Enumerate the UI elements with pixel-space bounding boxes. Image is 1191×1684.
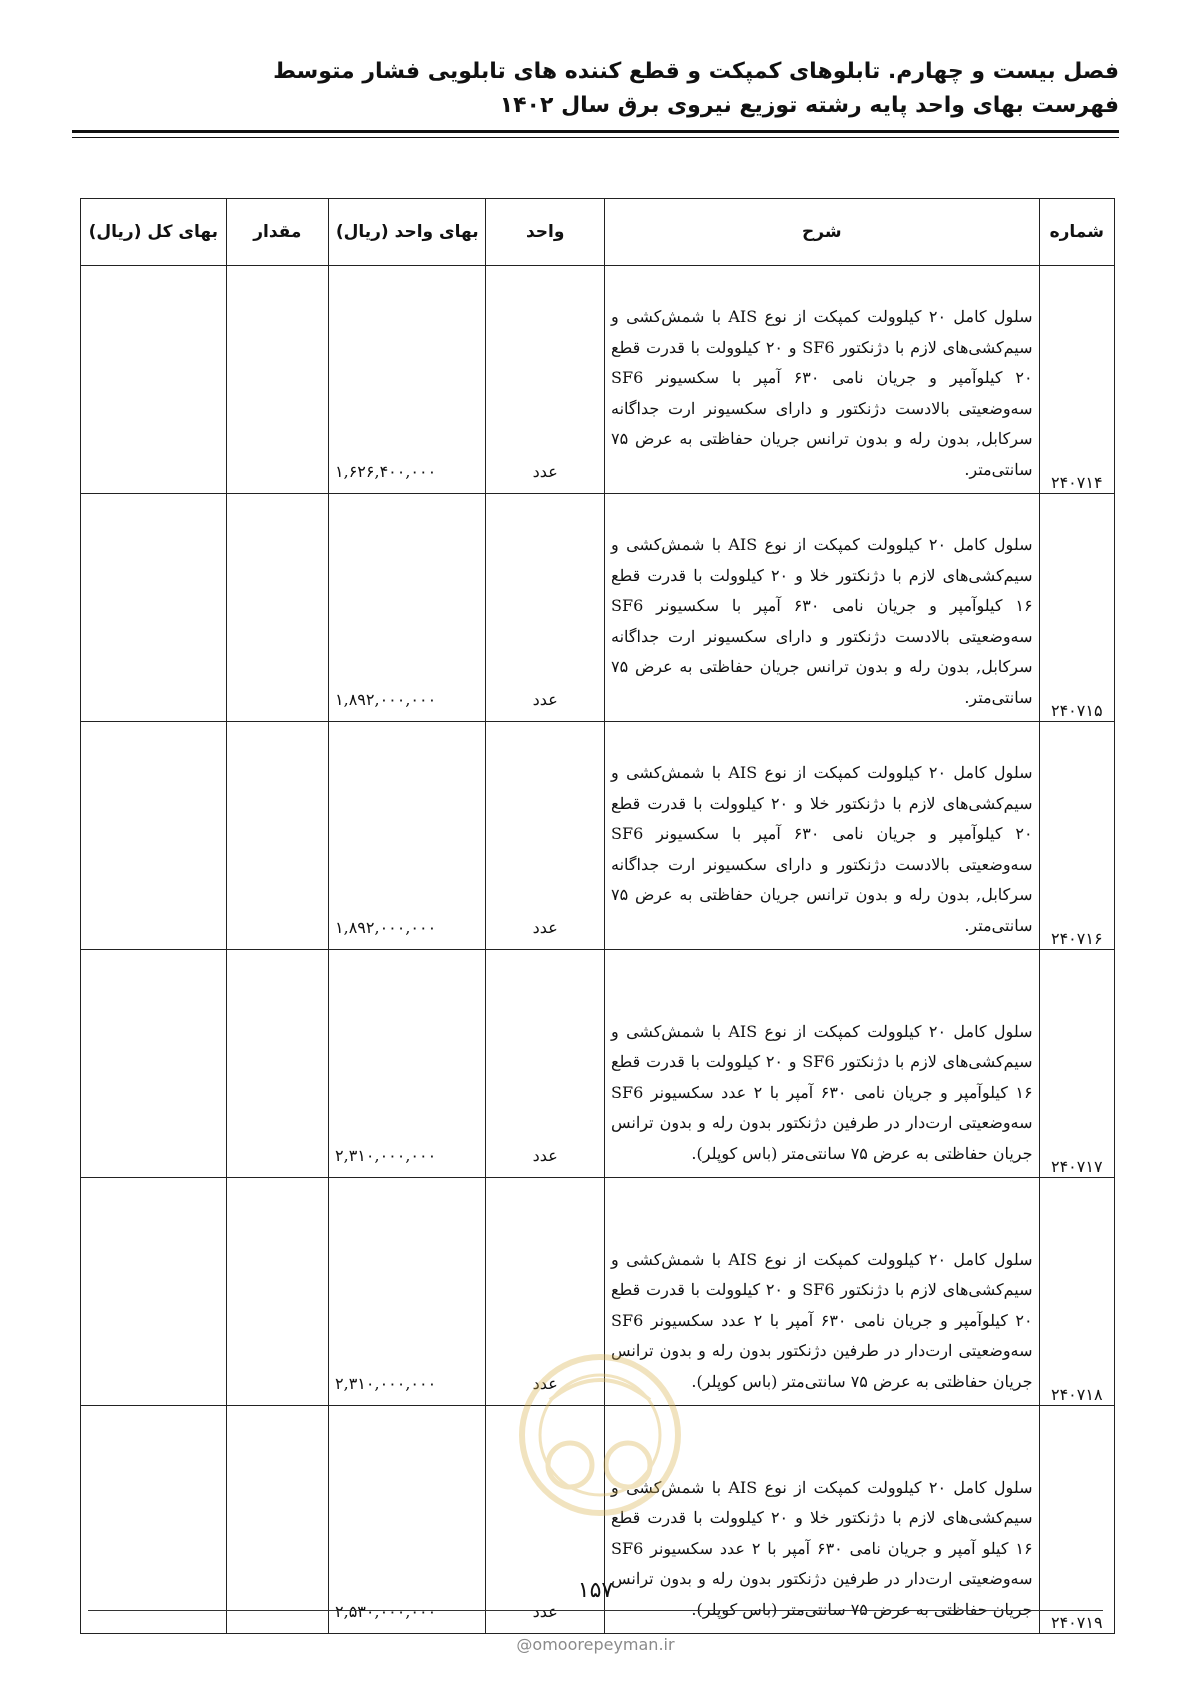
col-header-qty: مقدار <box>226 199 328 266</box>
item-qty <box>226 722 328 950</box>
item-unit: عدد <box>486 1178 605 1406</box>
item-unit-price: ۲,۳۱۰,۰۰۰,۰۰۰ <box>329 1178 486 1406</box>
table-row <box>81 266 1115 494</box>
item-code: ۲۴۰۷۱۶ <box>1039 722 1114 950</box>
item-description: سلول کامل ۲۰ کیلوولت کمپکت از نوع AIS با شمش‌کشی و سیم‌کشی‌های لازم با دژنکتور SF6 و ۲۰ کیلوولت با قدرت قطع ۱۶ کیلوآمپر و جریان نامی ۶۳۰ آمپر با ۲ عدد سکسیونر SF6 سه‌وضعیتی ارت‌دار در طرفین دژنکتور بدون رله و بدون ترانس جریان حفاظتی به عرض ۷۵ سانتی‌متر (باس کوپلر). <box>605 950 1040 1178</box>
item-description: سلول کامل ۲۰ کیلوولت کمپکت از نوع AIS با شمش‌کشی و سیم‌کشی‌های لازم با دژنکتور SF6 و ۲۰ کیلوولت با قدرت قطع ۲۰ کیلوآمپر و جریان نامی ۶۳۰ آمپر با ۲ عدد سکسیونر SF6 سه‌وضعیتی ارت‌دار در طرفین دژنکتور بدون رله و بدون ترانس جریان حفاظتی به عرض ۷۵ سانتی‌متر (باس کوپلر). <box>605 1178 1040 1406</box>
seal-graphic <box>522 1357 678 1513</box>
item-qty <box>226 950 328 1178</box>
table-row <box>81 950 1115 1178</box>
item-qty <box>226 266 328 494</box>
table-row <box>81 494 1115 722</box>
document-subtitle: فهرست بهای واحد پایه رشته توزیع نیروی برق سال ۱۴۰۲ <box>499 93 1119 118</box>
item-code: ۲۴۰۷۱۸ <box>1039 1178 1114 1406</box>
item-unit-price: ۱,۸۹۲,۰۰۰,۰۰۰ <box>329 494 486 722</box>
item-description: سلول کامل ۲۰ کیلوولت کمپکت از نوع AIS با شمش‌کشی و سیم‌کشی‌های لازم با دژنکتور خلا و ۲۰ کیلوولت با قدرت قطع ۲۰ کیلوآمپر و جریان نامی ۶۳۰ آمپر با سکسیونر SF6 سه‌وضعیتی بالادست دژنکتور و دارای سکسیونر ارت جداگانه سرکابل, بدون رله و بدون ترانس جریان حفاظتی به عرض ۷۵ سانتی‌متر. <box>605 722 1040 950</box>
seal-arc <box>550 1380 650 1400</box>
item-code: ۲۴۰۷۱۹ <box>1039 1406 1114 1634</box>
item-description: سلول کامل ۲۰ کیلوولت کمپکت از نوع AIS با شمش‌کشی و سیم‌کشی‌های لازم با دژنکتور خلا و ۲۰ کیلوولت با قدرت قطع ۱۶ کیلوآمپر و جریان نامی ۶۳۰ آمپر با سکسیونر SF6 سه‌وضعیتی بالادست دژنکتور و دارای سکسیونر ارت جداگانه سرکابل, بدون رله و بدون ترانس جریان حفاظتی به عرض ۷۵ سانتی‌متر. <box>605 494 1040 722</box>
item-unit: عدد <box>486 266 605 494</box>
table-row <box>81 722 1115 950</box>
header-rule-thick <box>72 130 1119 133</box>
item-qty <box>226 1178 328 1406</box>
chapter-title: فصل بیست و چهارم. تابلوهای کمپکت و قطع کننده های تابلویی فشار متوسط <box>273 59 1119 84</box>
item-total <box>81 1178 227 1406</box>
item-total <box>81 494 227 722</box>
col-header-total: بهای کل (ریال) <box>81 199 227 266</box>
item-unit: عدد <box>486 494 605 722</box>
header-rule-thin <box>72 137 1119 138</box>
item-unit-price: ۲,۵۳۰,۰۰۰,۰۰۰ <box>329 1406 486 1634</box>
item-total <box>81 950 227 1178</box>
col-header-unit: واحد <box>486 199 605 266</box>
item-description: سلول کامل ۲۰ کیلوولت کمپکت از نوع AIS با شمش‌کشی و سیم‌کشی‌های لازم با دژنکتور SF6 و ۲۰ کیلوولت با قدرت قطع ۲۰ کیلوآمپر و جریان نامی ۶۳۰ آمپر با سکسیونر SF6 سه‌وضعیتی بالادست دژنکتور و دارای سکسیونر ارت جداگانه سرکابل, بدون رله و بدون ترانس جریان حفاظتی به عرض ۷۵ سانتی‌متر. <box>605 266 1040 494</box>
item-unit-price: ۱,۸۹۲,۰۰۰,۰۰۰ <box>329 722 486 950</box>
page-number: ۱۵۷ <box>577 1578 614 1603</box>
table-header-row <box>81 199 1115 266</box>
item-unit: عدد <box>486 1406 605 1634</box>
item-code: ۲۴۰۷۱۴ <box>1039 266 1114 494</box>
seal-gear-left <box>548 1443 592 1487</box>
watermark-seal-icon <box>510 1340 690 1570</box>
footer-rule <box>88 1610 1103 1611</box>
watermark-text: @omoorepeyman.ir <box>516 1635 675 1654</box>
item-unit: عدد <box>486 722 605 950</box>
item-description: سلول کامل ۲۰ کیلوولت کمپکت از نوع AIS با شمش‌کشی و سیم‌کشی‌های لازم با دژنکتور خلا و ۲۰ کیلوولت با قدرت قطع ۱۶ کیلو آمپر و جریان نامی ۶۳۰ آمپر با ۲ عدد سکسیونر SF6 سه‌وضعیتی ارت‌دار در طرفین دژنکتور بدون رله و بدون ترانس جریان حفاظتی به عرض ۷۵ سانتی‌متر (باس کوپلر). <box>605 1406 1040 1634</box>
item-code: ۲۴۰۷۱۷ <box>1039 950 1114 1178</box>
page-header <box>72 55 1119 123</box>
item-unit-price: ۱,۶۲۶,۴۰۰,۰۰۰ <box>329 266 486 494</box>
item-unit: عدد <box>486 950 605 1178</box>
item-total <box>81 722 227 950</box>
col-header-desc: شرح <box>605 199 1040 266</box>
item-unit-price: ۲,۳۱۰,۰۰۰,۰۰۰ <box>329 950 486 1178</box>
seal-gear-right <box>606 1443 650 1487</box>
col-header-unit-price: بهای واحد (ریال) <box>329 199 486 266</box>
col-header-code: شماره <box>1039 199 1114 266</box>
item-total <box>81 266 227 494</box>
item-qty <box>226 494 328 722</box>
item-code: ۲۴۰۷۱۵ <box>1039 494 1114 722</box>
